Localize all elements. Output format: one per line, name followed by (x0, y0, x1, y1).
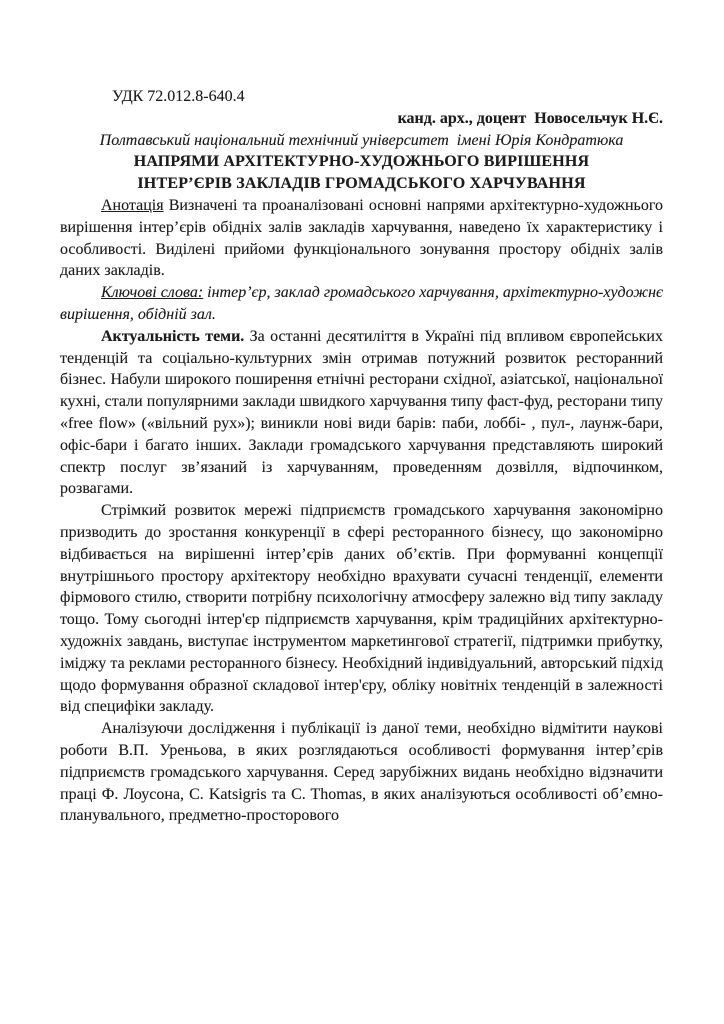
article-title-line2: ІНТЕР’ЄРІВ ЗАКЛАДІВ ГРОМАДСЬКОГО ХАРЧУВАННЯ (137, 175, 586, 193)
page-text-block (60, 86, 663, 827)
article-title-line1: НАПРЯМИ АРХІТЕКТУРНО-ХУДОЖНЬОГО ВИРІШЕННЯ (133, 153, 590, 171)
body-paragraph-relevance (60, 326, 663, 500)
author-line: канд. арх., доцент Новосельчук Н.Є. (397, 109, 663, 127)
abstract-text: Визначені та проаналізовані основні напрями архітектурно-художнього вирішення інтер’єрів обідніх залів закладів харчування, наведено їх характеристику і особливості. Виділені прийоми функціонального зонування простору обідніх залів даних закладів. (60, 196, 663, 280)
abstract-label: Анотація (101, 196, 164, 214)
keywords-label: Ключові слова: (101, 284, 204, 302)
body-paragraph-literature: Аналізуючи дослідження і публікації із даної теми, необхідно відмітити наукові роботи В.П. Уреньова, в яких розглядаються особливості формування інтер’єрів підприємств громадського харчування. Серед зарубіжних видань необхідно відзначити праці Ф. Лоусона, C. Katsigris та C. Thomas, в яких аналізуються особливості об’ємно-планувального, предметно-просторового (60, 720, 663, 825)
udc-code: УДК 72.012.8-640.4 (112, 88, 245, 105)
relevance-text: За останні десятиліття в Україні під впливом європейських тенденцій та соціально-культурних змін отримав потужний розвиток ресторанний бізнес. Набули широкого поширення етнічні ресторани східної, азіатської, національної кухні, стали популярними заклади швидкого харчування типу фаст-фуд, ресторани типу «free flow» («вільний рух»); виникли нові види барів: паби, лоббі- , пул-, лаунж-бари, офіс-бари і багато інших. Заклади громадського харчування представляють широкий спектр послуг зв’язаний із харчуванням, проведенням дозвілля, відпочинком, розвагами. (60, 327, 663, 498)
keywords-paragraph (60, 282, 663, 326)
abstract-paragraph (60, 195, 663, 282)
keywords-text: інтер’єр, заклад громадського харчування, архітектурно-художнє вирішення, обідній зал. (60, 284, 663, 323)
body-paragraph-development: Стрімкий розвиток мережі підприємств громадського харчування закономірно призводить до зростання конкуренції в сфері ресторанного бізнесу, що закономірно відбивається на вирішенні інтер’єрів даних об’єктів. При формуванні концепції внутрішнього простору архітектору необхідно врахувати сучасні тенденції, елементи фірмового стилю, створити потрібну психологічну атмосферу залежно від типу закладу тощо. Тому сьогодні інтер'єр підприємств харчування, крім традиційних архітектурно-художніх завдань, виступає інструментом маркетингової стратегії, підтримки прибутку, іміджу та реклами ресторанного бізнесу. Необхідний індивідуальний, авторський підхід щодо формування образної складової інтер'єру, обліку новітніх тенденцій в залежності від специфіки закладу. (60, 502, 663, 716)
affiliation-line: Полтавський національний технічний університет імені Юрія Кондратюка (99, 131, 624, 149)
article-title (60, 151, 663, 195)
relevance-label: Актуальність теми. (101, 327, 245, 345)
